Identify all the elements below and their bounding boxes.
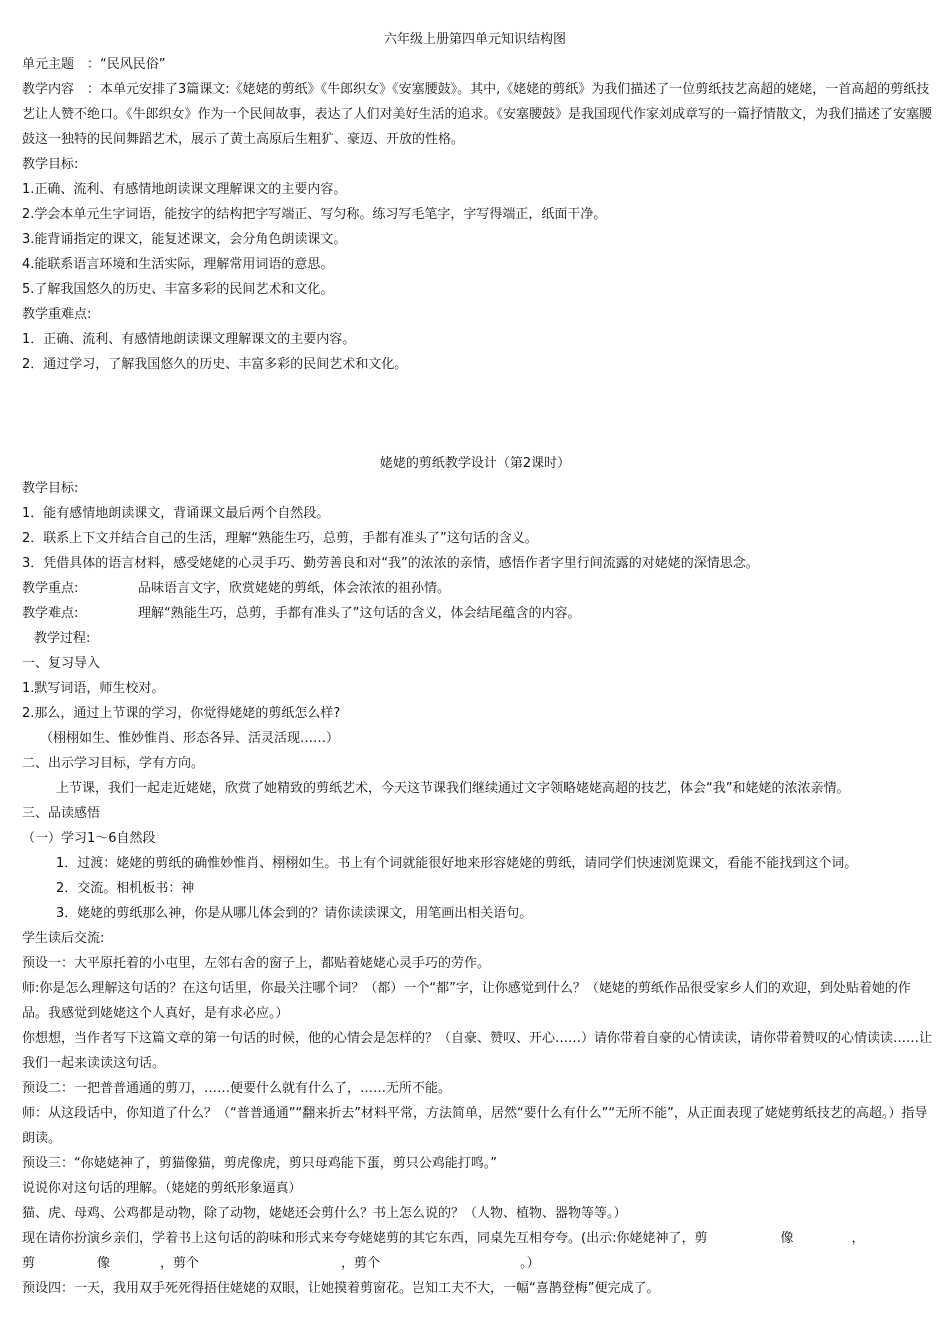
practice-jian-ge: ，剪个 (160, 1256, 200, 1271)
unit-goals-label: 教学目标: (22, 157, 79, 172)
unit-key-item: 1．正确、流利、有感情地朗读课文理解课文的主要内容。 (22, 332, 356, 347)
unit-goal-item: 4.能联系语言环境和生活实际，理解常用词语的意思。 (22, 257, 334, 272)
practice-lead: 现在请你扮演乡亲们，学着书上这句话的韵味和形式来夸夸姥姥剪的其它东西，同桌先互相夸夸。(出示:你姥姥神了，剪 (22, 1231, 708, 1246)
section-heading: 二、出示学习目标，学有方向。 (22, 756, 205, 771)
unit-theme-label: 单元主题 ： (22, 57, 101, 72)
sub-heading: （一）学习1～6自然段 (22, 831, 156, 846)
unit-key-item: 2．通过学习，了解我国悠久的历史、丰富多彩的民间艺术和文化。 (22, 357, 408, 372)
unit-content: 教学内容 ：本单元安排了3篇课文:《姥姥的剪纸》《牛郎织女》《安塞腰鼓》。其中,《姥姥的剪纸》为我们描述了一位剪纸技艺高超的姥姥，一首高超的剪纸技艺让人赞不绝口。《牛郎织女》作为一个民间故事，表达了人们对美好生活的追求。《安塞腰鼓》是我国现代作家刘成章写的一篇抒情散文，为我们描述了安塞腰鼓这一独特的民间舞蹈艺术，展示了黄土高原后生粗犷、豪迈、开放的性格。 (22, 82, 933, 147)
unit-goal-item: 2.学会本单元生字词语，能按字的结构把字写端正、写匀称。练习写毛笔字，字写得端正，纸面干净。 (22, 207, 607, 222)
practice-line-two (22, 1251, 932, 1276)
teacher-note-one: 师:你是怎么理解这句话的？在这句话里，你最关注哪个词？（都）一个“都”字，让你感觉到什么？（姥姥的剪纸作品很受家乡人们的欢迎，到处贴着她的作品。我感觉到姥姥这个人真好，是有求必应。） (22, 981, 911, 1021)
lesson-focus-label: 教学重点: (22, 581, 79, 596)
teacher-note-two: 师：从这段话中，你知道了什么？（“普普通通”“翻来折去”材料平常，方法简单，居然“要什么有什么”“无所不能”，从正面表现了姥姥剪纸技艺的高超。）指导朗读。 (22, 1106, 928, 1146)
section-heading: 三、品读感悟 (22, 806, 101, 821)
lesson-title: 姥姥的剪纸教学设计（第2课时） (379, 456, 571, 471)
lesson-difficulty-value: 理解“熟能生巧，总剪，手都有准头了”这句话的含义，体会结尾蕴含的内容。 (138, 606, 581, 621)
review-answer: （栩栩如生、惟妙惟肖、形态各异、活灵活现……） (40, 731, 340, 746)
practice-comma: ， (851, 1231, 865, 1246)
practice-cut: 剪 (22, 1256, 36, 1271)
list-item: 2.那么，通过上节课的学习，你觉得姥姥的剪纸怎么样? (22, 706, 341, 721)
practice-like: 像 (97, 1256, 111, 1271)
goal-text: 上节课，我们一起走近姥姥，欣赏了她精致的剪纸艺术，今天这节课我们继续通过文字领略姥姥高超的技艺，体会“我”和姥姥的浓浓亲情。 (56, 781, 850, 796)
unit-theme-value: “民风民俗” (100, 57, 166, 72)
lesson-goals-label: 教学目标: (22, 481, 79, 496)
understand-note: 说说你对这句话的理解。（姥姥的剪纸形象逼真） (22, 1181, 302, 1196)
preset-three: 预设三：“你姥姥神了，剪猫像猫，剪虎像虎，剪只母鸡能下蛋，剪只公鸡能打鸣。” (22, 1156, 497, 1171)
practice-line-one (22, 1226, 932, 1251)
unit-title: 六年级上册第四单元知识结构图 (383, 32, 566, 47)
lesson-focus (22, 576, 932, 601)
think-note: 你想想，当作者写下这篇文章的第一句话的时候，他的心情会是怎样的？（自豪、赞叹、开心……）请你带着自豪的心情读读，请你带着赞叹的心情读读……让我们一起来读读这句话。 (22, 1031, 933, 1071)
preset-one: 预设一：大平原托着的小屯里，左邻右舍的窗子上，都贴着姥姥心灵手巧的劳作。 (22, 956, 491, 971)
section-heading: 一、复习导入 (22, 656, 101, 671)
practice-jian-ge: ，剪个 (341, 1256, 381, 1271)
preset-two: 预设二：一把普普通通的剪刀，……便要什么就有什么了，……无所不能。 (22, 1081, 452, 1096)
step-item: 1．过渡：姥姥的剪纸的确惟妙惟肖、栩栩如生。书上有个词就能很好地来形容姥姥的剪纸，请同学们快速浏览课文，看能不能找到这个词。 (56, 856, 858, 871)
practice-end: 。） (520, 1256, 540, 1271)
list-item: 1.默写词语，师生校对。 (22, 681, 165, 696)
preset-four: 预设四：一天，我用双手死死得捂住姥姥的双眼，让她摸着剪窗花。岂知工夫不大，一幅“喜鹊登梅”便完成了。 (22, 1281, 660, 1296)
unit-goal-item: 1.正确、流利、有感情地朗读课文理解课文的主要内容。 (22, 182, 347, 197)
step-item: 2．交流。相机板书：神 (56, 881, 195, 896)
animals-note: 猫、虎、母鸡、公鸡都是动物，除了动物，姥姥还会剪什么？书上怎么说的？（人物、植物、器物等等。） (22, 1206, 627, 1221)
unit-goal-item: 3.能背诵指定的课文，能复述课文，会分角色朗读课文。 (22, 232, 347, 247)
step-item: 3．姥姥的剪纸那么神，你是从哪儿体会到的？请你读读课文，用笔画出相关语句。 (56, 906, 533, 921)
unit-key-label: 教学重难点: (22, 307, 92, 322)
lesson-difficulty-label: 教学难点: (22, 606, 79, 621)
process-label: 教学过程: (34, 631, 91, 646)
lesson-goal-item: 2．联系上下文并结合自己的生活，理解“熟能生巧，总剪，手都有准头了”这句话的含义。 (22, 531, 538, 546)
unit-theme (22, 52, 932, 77)
lesson-difficulty (22, 601, 932, 626)
practice-like: 像 (780, 1231, 794, 1246)
after-read-label: 学生读后交流: (22, 931, 105, 946)
lesson-goal-item: 1．能有感情地朗读课文，背诵课文最后两个自然段。 (22, 506, 330, 521)
lesson-goal-item: 3．凭借具体的语言材料，感受姥姥的心灵手巧、勤劳善良和对“我”的浓浓的亲情，感悟作者字里行间流露的对姥姥的深情思念。 (22, 556, 759, 571)
lesson-focus-value: 品味语言文字，欣赏姥姥的剪纸，体会浓浓的祖孙情。 (138, 581, 451, 596)
unit-goal-item: 5.了解我国悠久的历史、丰富多彩的民间艺术和文化。 (22, 282, 334, 297)
